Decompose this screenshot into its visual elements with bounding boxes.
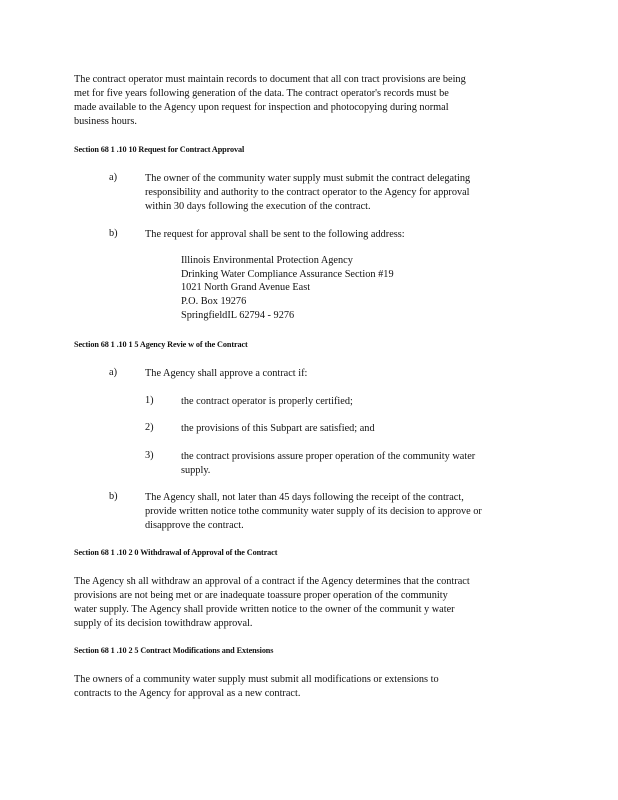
intro-line: made available to the Agency upon request for inspection and photocopying during normal bbox=[74, 102, 449, 113]
intro-line: business hours. bbox=[74, 116, 137, 127]
item-number: 1) bbox=[145, 395, 154, 406]
section-115-a-label: a) bbox=[109, 367, 117, 378]
address-line: P.O. Box 19276 bbox=[181, 296, 247, 308]
section-125-line: contracts to the Agency for approval as a new contract. bbox=[74, 688, 301, 699]
section-115-b-line: The Agency shall, not later than 45 days following the receipt of the contract, bbox=[145, 492, 464, 503]
item-number: 3) bbox=[145, 450, 154, 461]
address-line: Drinking Water Compliance Assurance Section #19 bbox=[181, 268, 394, 280]
section-115-b-line: provide written notice tothe community water supply of its decision to approve or bbox=[145, 506, 482, 517]
section-110-a-label: a) bbox=[109, 172, 117, 183]
section-120-line: supply of its decision towithdraw approval. bbox=[74, 618, 253, 629]
section-120-heading: Section 68 1 .10 2 0 Withdrawal of Approval of the Contract bbox=[74, 548, 278, 557]
section-115-a-line: The Agency shall approve a contract if: bbox=[145, 368, 308, 379]
section-120-line: water supply. The Agency shall provide written notice to the owner of the communit y water bbox=[74, 604, 455, 615]
intro-line: met for five years following generation of the data. The contract operator's records must be bbox=[74, 88, 449, 99]
section-115-b-label: b) bbox=[109, 491, 118, 502]
section-110-b-line: The request for approval shall be sent to the following address: bbox=[145, 229, 405, 240]
section-115-heading: Section 68 1 .10 1 5 Agency Revie w of the Contract bbox=[74, 340, 248, 349]
item-text: supply. bbox=[181, 465, 211, 476]
item-number: 2) bbox=[145, 422, 154, 433]
agency-address bbox=[181, 254, 394, 322]
intro-line: The contract operator must maintain records to document that all con tract provisions are being bbox=[74, 74, 466, 85]
section-120-line: provisions are not being met or are inadequate toassure proper operation of the community bbox=[74, 590, 448, 601]
address-line: 1021 North Grand Avenue East bbox=[181, 282, 311, 294]
address-line: SpringfieldIL 62794 - 9276 bbox=[181, 309, 295, 321]
section-110-a-line: The owner of the community water supply must submit the contract delegating bbox=[145, 173, 471, 184]
section-110-b-label: b) bbox=[109, 228, 118, 239]
address-line: Illinois Environmental Protection Agency bbox=[181, 255, 353, 266]
section-110-a-line: responsibility and authority to the contract operator to the Agency for approval bbox=[145, 187, 470, 198]
item-text: the contract provisions assure proper operation of the community water bbox=[181, 451, 476, 462]
item-text: the provisions of this Subpart are satisfied; and bbox=[181, 423, 375, 434]
item-text: the contract operator is properly certified; bbox=[181, 396, 353, 407]
section-125-heading: Section 68 1 .10 2 5 Contract Modifications and Extensions bbox=[74, 646, 274, 655]
section-125-line: The owners of a community water supply must submit all modifications or extensions to bbox=[74, 674, 439, 685]
section-115-b-line: disapprove the contract. bbox=[145, 520, 244, 531]
section-110-a-line: within 30 days following the execution of the contract. bbox=[145, 201, 371, 212]
section-120-line: The Agency sh all withdraw an approval of a contract if the Agency determines that the contract bbox=[74, 576, 470, 587]
section-110-heading: Section 68 1 .10 10 Request for Contract Approval bbox=[74, 145, 245, 154]
